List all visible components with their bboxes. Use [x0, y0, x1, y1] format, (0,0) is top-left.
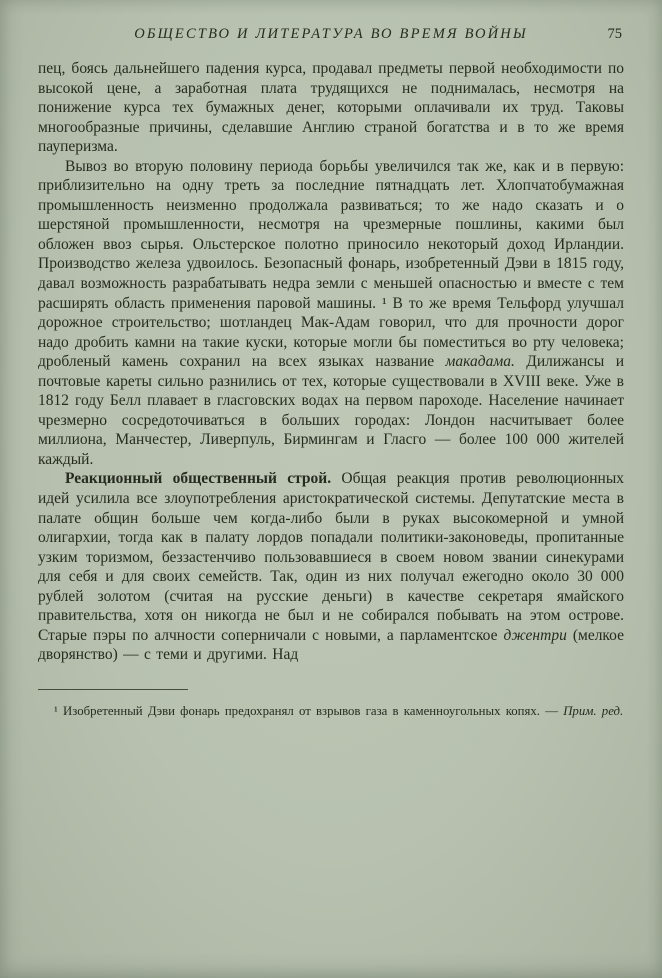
- text-segment: ¹ Изобретенный Дэви фонарь предохранял от взрывов газа в каменноугольных копях. —: [54, 703, 564, 718]
- text-segment: джентри: [503, 626, 567, 644]
- text-segment: Прим. ред.: [563, 703, 624, 718]
- paragraph: [38, 59, 624, 157]
- footnote-divider: [38, 689, 188, 690]
- text-segment: макадама.: [445, 353, 515, 371]
- text-segment: Дилижансы и почтовые кареты сильно разнились от тех, которые существовали в XVIII веке. Уже в 1812 году Белл плавает в гласговских водах на первом пароходе. Население начинает чрезмерно сосредоточиваться в больших городах: Лондон насчитывает более миллиона, Манчестер, Ливерпуль, Бирмингам и Гласго — более 100 000 жителей каждый.: [38, 353, 624, 468]
- text-segment: Вывоз во вторую половину периода борьбы увеличился так же, как и в первую: приблизительно на одну треть за последние пятнадцать лет. Хлопчатобумажная промышленность неизменно продолжала развиваться; то же надо сказать и о шерстяной промышленности, несмотря на чрезмерные пошлины, какими был обложен ввоз сырья. Ольстерское полотно приносило некоторый доход Ирландии. Производство железа удвоилось. Безопасный фонарь, изобретенный Дэви в 1815 году, давал возможность разрабатывать недра земли с меньшей опасностью и вместе с тем расширять область применения паровой машины. ¹ В то же время Тельфорд улучшал дорожное строительство; шотландец Мак-Адам говорил, что для прочности дорог надо дробить камни на такие куски, которые могли бы поместиться во рту человека; дробленый камень сохранил на всех языках название: [38, 157, 624, 371]
- text-segment: (мелкое дворянство) — с теми и другими. Над: [38, 626, 624, 664]
- chapter-title: ОБЩЕСТВО И ЛИТЕРАТУРА ВО ВРЕМЯ ВОЙНЫ: [134, 26, 528, 42]
- page-number: 75: [607, 26, 622, 42]
- text-segment: Реакционный общественный строй.: [65, 470, 332, 488]
- page-body: [38, 59, 624, 665]
- footnote-block: [38, 689, 624, 720]
- footnote-text: [38, 703, 624, 720]
- text-segment: пец, боясь дальнейшего падения курса, продавал предметы первой необходимости по высокой цене, а заработная плата трудящихся не поднималась, несмотря на понижение курса тех бумажных денег, которыми оплачивали их труд. Таковы многообразные причины, сделавшие Англию страной богатства и в то же время пауперизма.: [38, 60, 624, 156]
- paragraph: [38, 157, 624, 470]
- paragraph: [38, 469, 624, 664]
- running-head: [38, 26, 624, 43]
- text-segment: Общая реакция против революционных идей усилила все злоупотребления аристократической системы. Депутатские места в палате общин больше чем когда-либо были в руках высокомерной и умной олигархии, тогда как в палату лордов попадали политики-законоведы, пропитанные узким торизмом, беззастенчиво пользовавшиеся в своем новом звании синекурами для себя и для своих семейств. Так, один из них получал ежегодно около 30 000 рублей золотом (считая на русские деньги) в качестве секретаря ямайского правительства, хотя он никогда не был и не собирался побывать на этом острове. Старые пэры по алчности соперничали с новыми, а парламентское: [38, 470, 625, 644]
